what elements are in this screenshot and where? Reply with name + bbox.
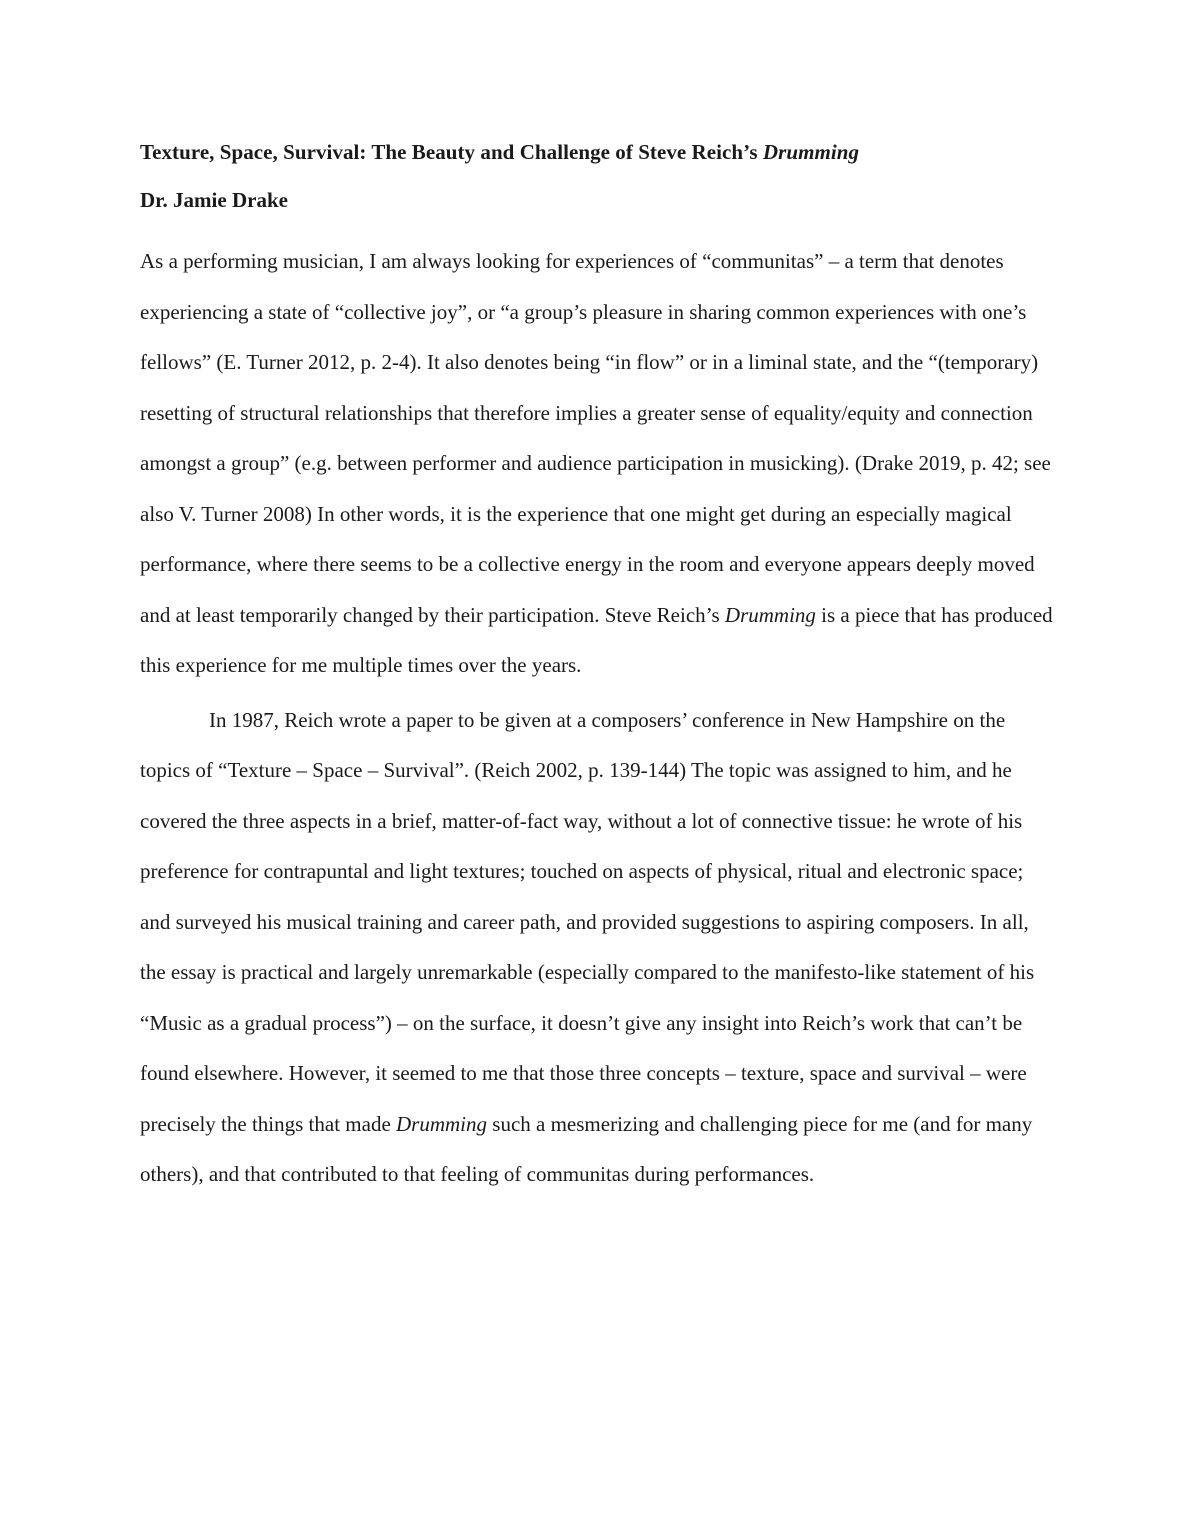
title-italic-work: Drumming [762, 140, 860, 164]
document-body [140, 132, 1055, 1200]
paragraph-2 [140, 695, 1055, 1200]
paragraph-1-text-b: is a piece that has produced this experience for me multiple times over the years. [140, 602, 1053, 677]
paragraph-1 [140, 236, 1055, 691]
paragraph-2-text-b: such a mesmerizing and challenging piece for me (and for many others), and that contributed to that feeling of communitas during performances. [140, 1111, 1033, 1186]
author-name: Dr. Jamie Drake [140, 188, 288, 212]
paragraph-1-italic-work: Drumming [724, 602, 816, 627]
paragraph-1-text-a: As a performing musician, I am always looking for experiences of “communitas” – a term that denotes experiencing a state of “collective joy”, or “a group’s pleasure in sharing common experiences with one’s fellows” (E. Turner 2012, p. 2-4). It also denotes being “in flow” or in a liminal state, and the “(temporary) resetting of structural relationships that therefore implies a greater sense of equality/equity and connection amongst a group” (e.g. between performer and audience participation in musicking). (Drake 2019, p. 42; see also V. Turner 2008) In other words, it is the experience that one might get during an especially magical performance, where there seems to be a collective energy in the room and everyone appears deeply moved and at least temporarily changed by their participation. Steve Reich’s [140, 249, 1051, 627]
title-text: Texture, Space, Survival: The Beauty and Challenge of Steve Reich’s [140, 140, 763, 164]
document-title [140, 132, 1055, 172]
paragraph-2-text-a: In 1987, Reich wrote a paper to be given at a composers’ conference in New Hampshire on the topics of “Texture – Space – Survival”. (Reich 2002, p. 139-144) The topic was assigned to him, and he covered the three aspects in a brief, matter-of-fact way, without a lot of connective tissue: he wrote of his preference for contrapuntal and light textures; touched on aspects of physical, ritual and electronic space; and surveyed his musical training and career path, and provided suggestions to aspiring composers. In all, the essay is practical and largely unremarkable (especially compared to the manifesto-like statement of his “Music as a gradual process”) – on the surface, it doesn’t give any insight into Reich’s work that can’t be found elsewhere. However, it seemed to me that those three concepts – texture, space and survival – were precisely the things that made [140, 707, 1035, 1136]
paragraph-2-italic-work: Drumming [396, 1111, 488, 1136]
